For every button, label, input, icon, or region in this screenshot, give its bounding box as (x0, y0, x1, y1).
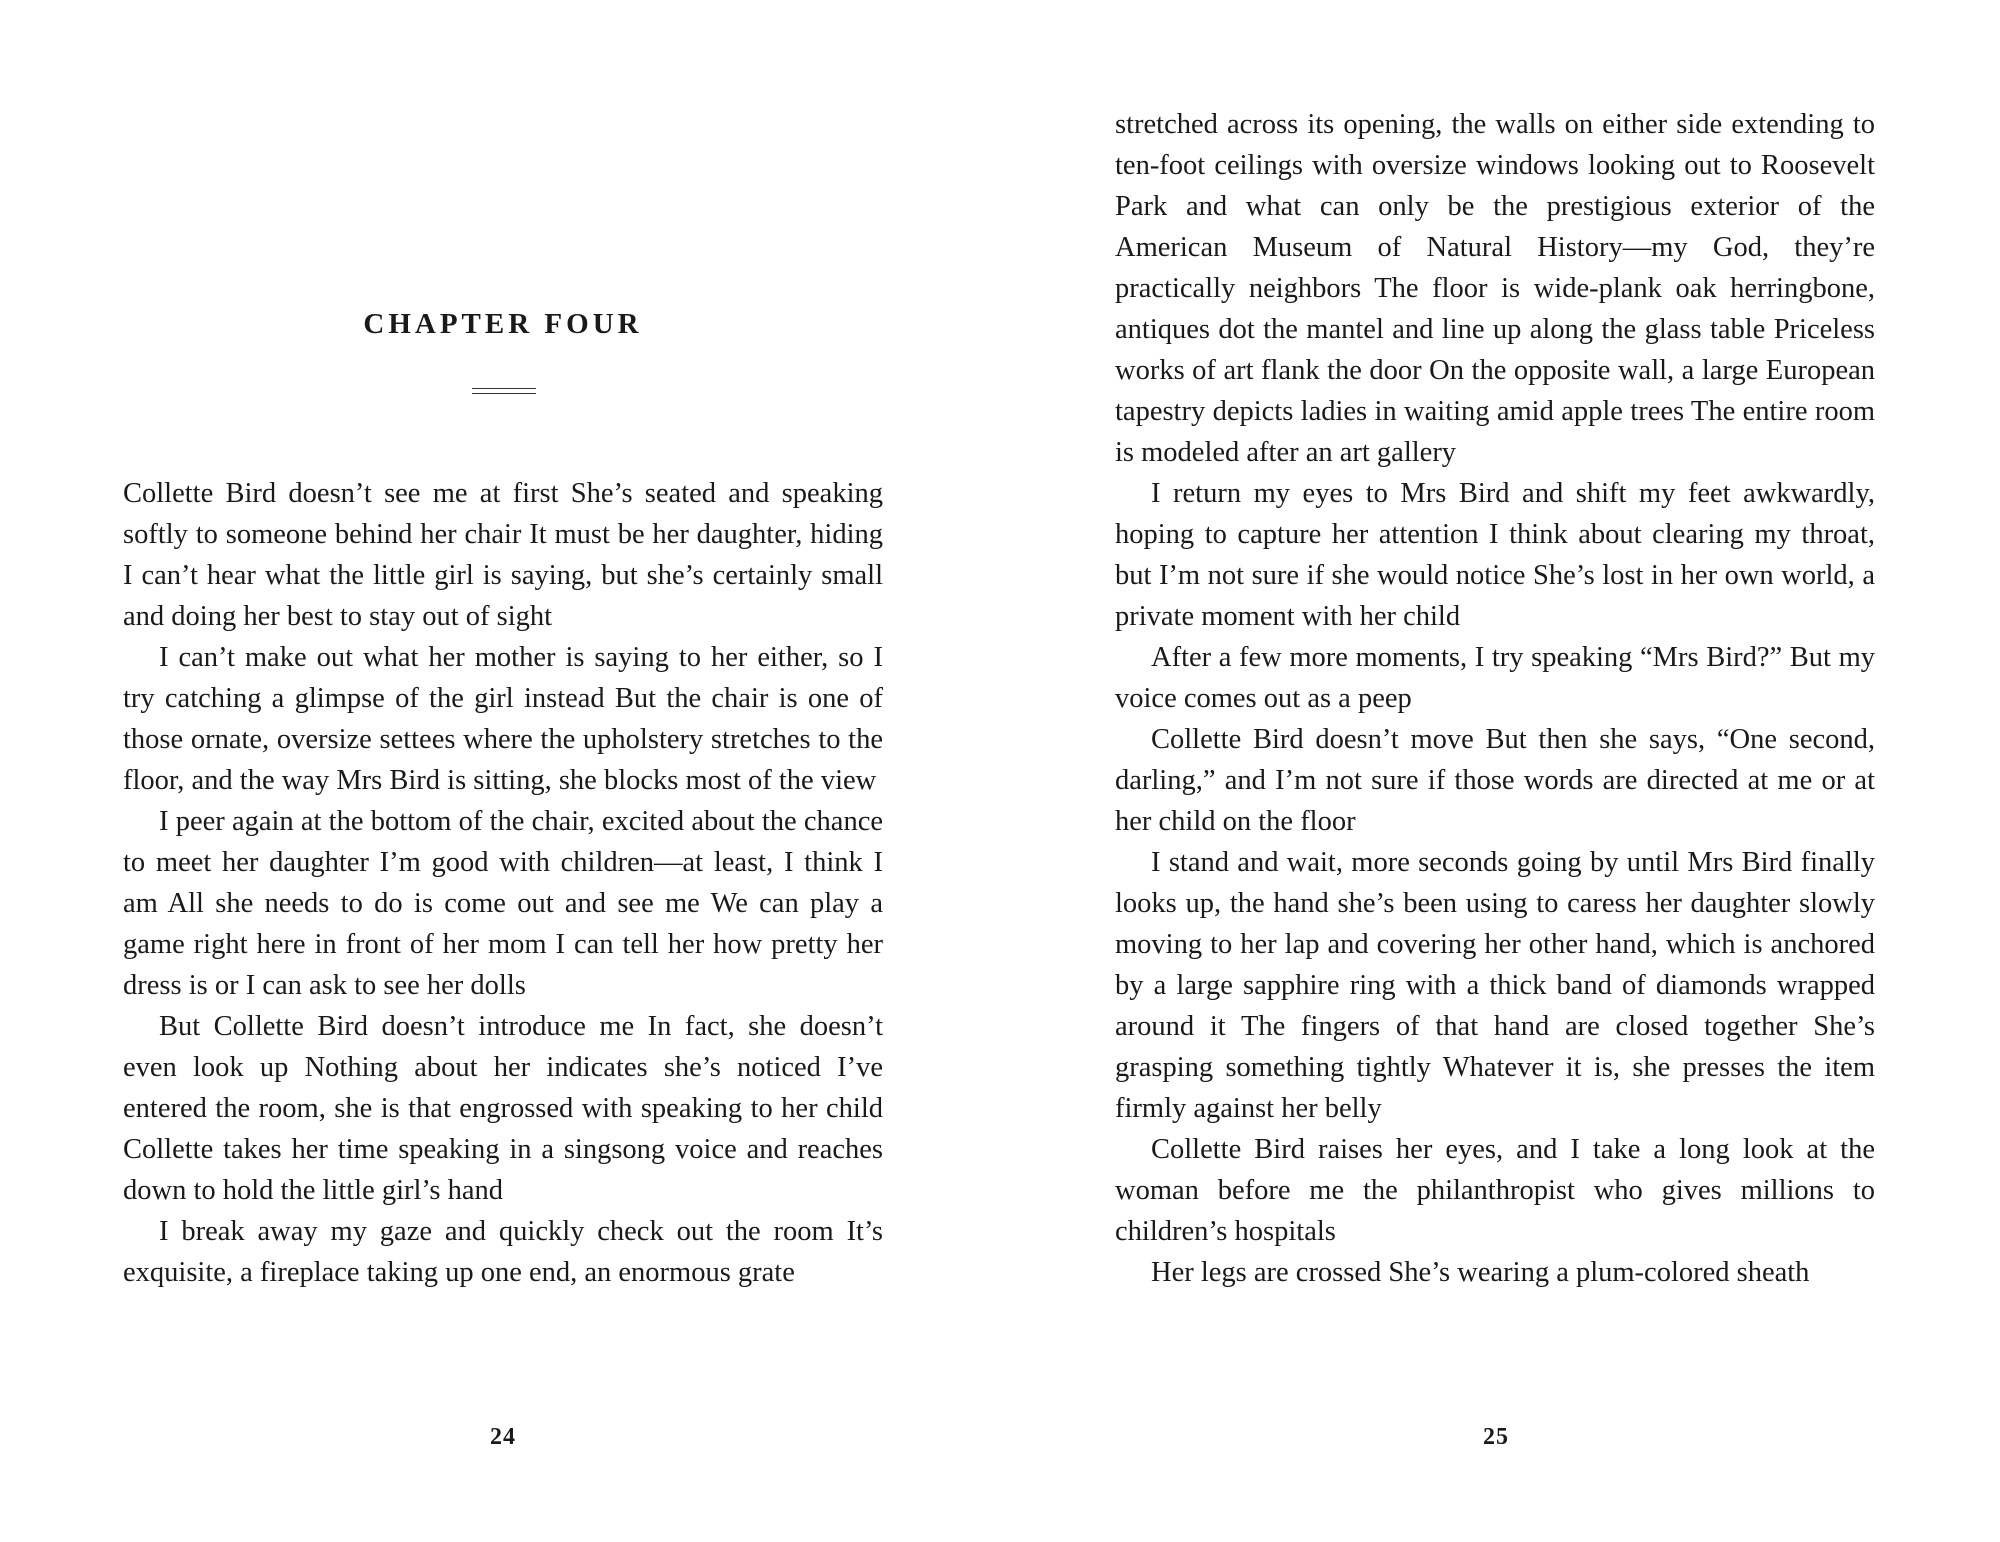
left-page-body (123, 473, 883, 1293)
paragraph: I break away my gaze and quickly check out the room It’s exquisite, a fireplace taking up one end, an enormous grate (123, 1216, 883, 1288)
page-number: 24 (490, 1424, 516, 1450)
paragraph: Collette Bird doesn’t move But then she says, “One second, darling,” and I’m not sure if those words are directed at me or at her child on the floor (1115, 724, 1875, 837)
paragraph: I return my eyes to Mrs Bird and shift my feet awkwardly, hoping to capture her attention I think about clearing my throat, but I’m not sure if she would notice She’s lost in her own world, a private moment with her child (1115, 478, 1875, 632)
paragraph: Her legs are crossed She’s wearing a plum-colored sheath (1151, 1257, 1810, 1288)
paragraph: I stand and wait, more seconds going by until Mrs Bird finally looks up, the hand she’s been using to caress her daughter slowly moving to her lap and covering her other hand, which is anchored by a large sapphire ring with a thick band of diamonds wrapped around it The fingers of that hand are closed together She’s grasping something tightly Whatever it is, she presses the item firmly against her belly (1115, 847, 1875, 1124)
paragraph: stretched across its opening, the walls on either side extending to ten-foot ceilings with oversize windows looking out to Roosevelt Park and what can only be the prestigious exterior of the American Museum of Natural History—my God, they’re practically neighbors The floor is wide-plank oak herringbone, antiques dot the mantel and line up along the glass table Priceless works of art flank the door On the opposite wall, a large European tapestry depicts ladies in waiting amid apple trees The entire room is modeled after an art gallery (1115, 109, 1875, 468)
right-page-body (1115, 104, 1875, 1293)
right-page (1000, 0, 2000, 1542)
page-number: 25 (1483, 1424, 1509, 1450)
paragraph: After a few more moments, I try speaking “Mrs Bird?” But my voice comes out as a peep (1115, 642, 1875, 714)
paragraph: Collette Bird doesn’t see me at first She’s seated and speaking softly to someone behind her chair It must be her daughter, hiding I can’t hear what the little girl is saying, but she’s certainly small and doing her best to stay out of sight (123, 478, 883, 632)
paragraph: But Collette Bird doesn’t introduce me In fact, she doesn’t even look up Nothing about her indicates she’s noticed I’ve entered the room, she is that engrossed with speaking to her child Collette takes her time speaking in a singsong voice and reaches down to hold the little girl’s hand (123, 1011, 883, 1206)
paragraph: I can’t make out what her mother is saying to her either, so I try catching a glimpse of the girl instead But the chair is one of those ornate, oversize settees where the upholstery stretches to the floor, and the way Mrs Bird is sitting, she blocks most of the view (123, 642, 883, 796)
chapter-title: CHAPTER FOUR (363, 308, 643, 340)
paragraph: Collette Bird raises her eyes, and I take a long look at the woman before me the philanthropist who gives millions to children’s hospitals (1115, 1134, 1875, 1247)
chapter-ornament-rule (472, 388, 536, 394)
paragraph: I peer again at the bottom of the chair, excited about the chance to meet her daughter I’m good with children—at least, I think I am All she needs to do is come out and see me We can play a game right here in front of her mom I can tell her how pretty her dress is or I can ask to see her dolls (123, 806, 883, 1001)
